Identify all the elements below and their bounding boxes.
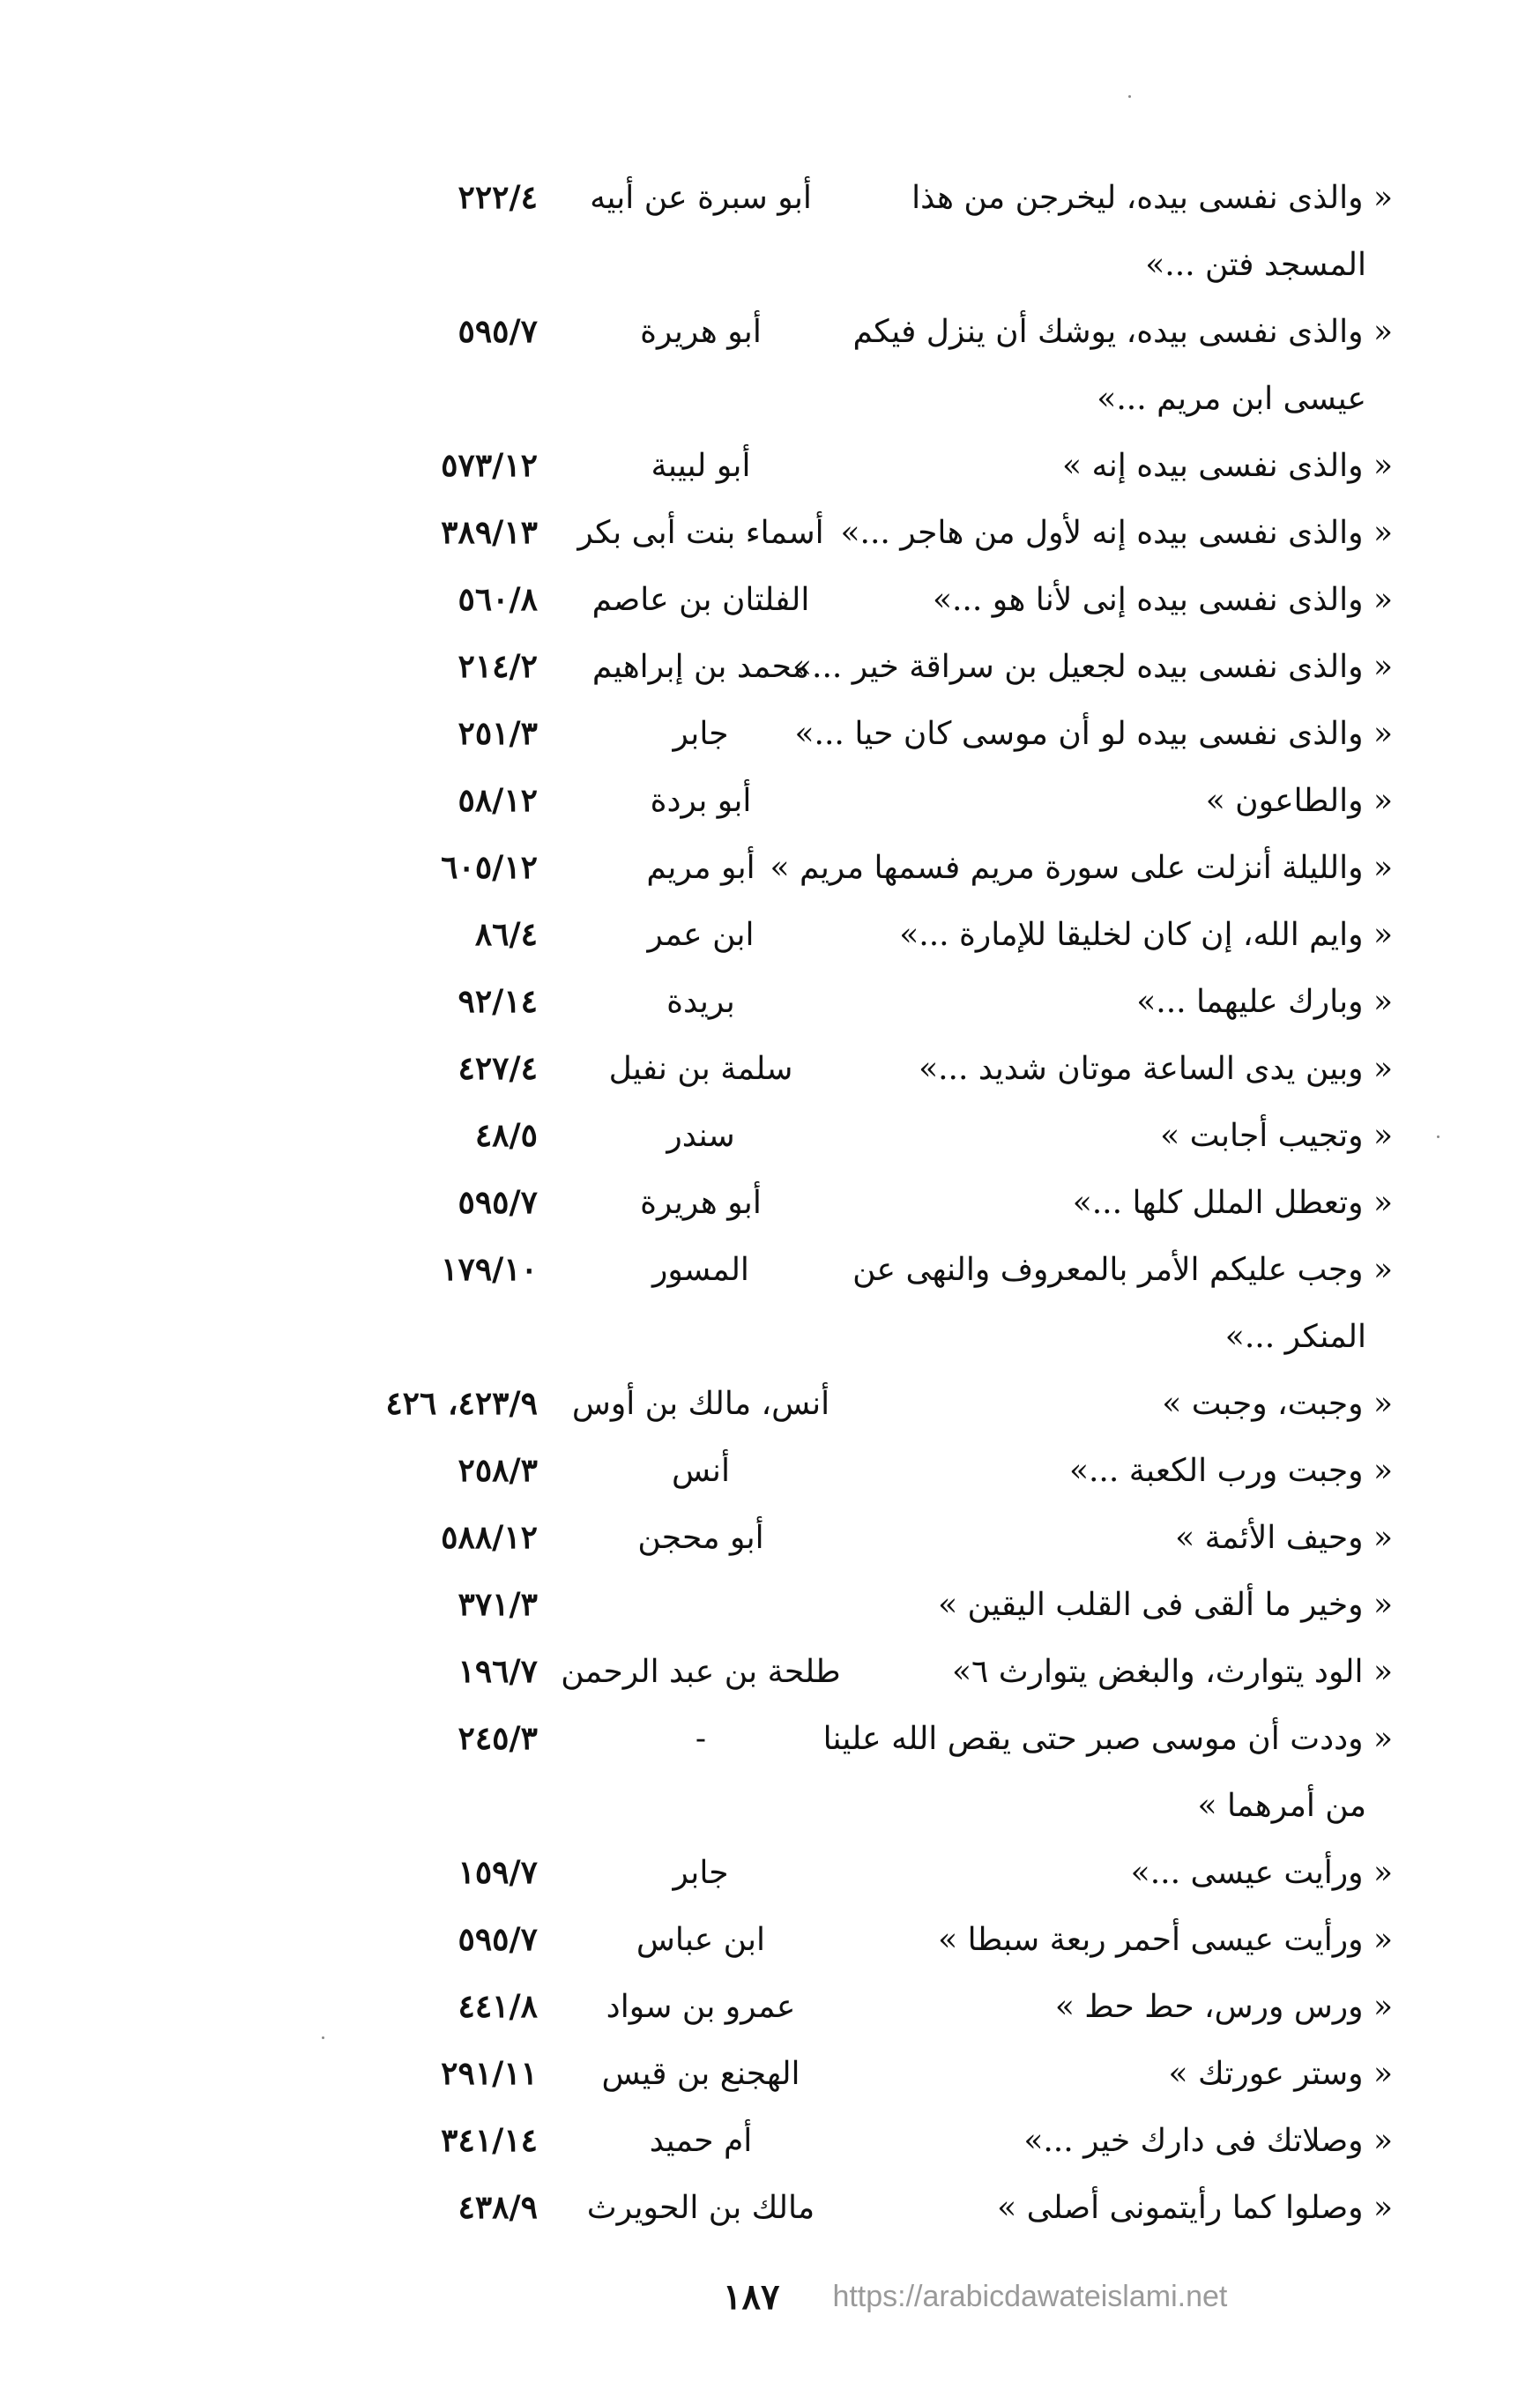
index-row [300,1705,1393,1772]
index-row [300,1973,1393,2040]
index-entry [300,298,1393,432]
volume-page-reference: ٥٨٨/١٢ [441,1519,538,1556]
index-row [300,566,1393,633]
narrator-name: جابر [673,715,729,752]
index-entry [300,1504,1393,1571]
index-entry [300,2107,1393,2174]
hadith-text: « وستر عورتك » [1168,2055,1393,2092]
volume-page-reference: ٨٦/٤ [474,916,538,953]
hadith-text: « وددت أن موسى صبر حتى يقص الله علينا [822,1720,1393,1757]
narrator-name: أسماء بنت أبى بكر [577,514,824,551]
index-entry [300,1973,1393,2040]
hadith-text-continued: عيسى ابن مريم ...» [1097,380,1366,417]
hadith-text: « وصلوا كما رأيتمونى أصلى » [997,2189,1393,2226]
volume-page-reference: ٤٢٧/٤ [458,1050,538,1087]
volume-page-reference: ٢٥١/٣ [458,715,538,752]
index-entry [300,700,1393,767]
index-row [300,2107,1393,2174]
index-row [300,298,1393,365]
narrator-name: أنس، مالك بن أوس [571,1385,830,1422]
hadith-index-table [300,164,1393,2241]
hadith-continuation-line [300,1772,1393,1839]
volume-page-reference: ٥٨/١٢ [458,782,538,819]
index-entry [300,1571,1393,1638]
hadith-continuation-line [300,365,1393,432]
index-row [300,968,1393,1035]
index-entry [300,767,1393,834]
hadith-text: « وتعطل الملل كلها ...» [1072,1184,1393,1221]
index-row [300,901,1393,968]
narrator-name: ابن عمر [647,916,755,953]
hadith-text: « وجب عليكم الأمر بالمعروف والنهى عن [852,1251,1393,1288]
index-row [300,1638,1393,1705]
volume-page-reference: ٢٢٢/٤ [458,179,538,216]
narrator-name: بريدة [666,983,735,1020]
index-row [300,2040,1393,2107]
index-row [300,767,1393,834]
index-entry [300,2174,1393,2241]
narrator-name: طلحة بن عبد الرحمن [561,1653,841,1690]
volume-page-reference: ٤٤١/٨ [458,1988,538,2025]
narrator-name: عمرو بن سواد [606,1988,796,2025]
index-row [300,1571,1393,1638]
narrator-name: أبو بردة [650,782,752,819]
hadith-text: « وجبت ورب الكعبة ...» [1068,1452,1393,1489]
hadith-text: « وخير ما ألقى فى القلب اليقين » [938,1586,1393,1623]
hadith-text: « وحيف الأئمة » [1175,1519,1393,1556]
hadith-text: « والذى نفسى بيده إنه لأول من هاجر ...» [840,514,1393,551]
index-row [300,2174,1393,2241]
volume-page-reference: ١٥٩/٧ [458,1854,538,1891]
index-entry [300,834,1393,901]
volume-page-reference: ٣٤١/١٤ [441,2122,538,2159]
hadith-text: « وصلاتك فى دارك خير ...» [1023,2122,1393,2159]
index-entry [300,566,1393,633]
index-row [300,1504,1393,1571]
volume-page-reference: ٥٩٥/٧ [458,1184,538,1221]
index-row [300,1035,1393,1102]
index-entry [300,901,1393,968]
narrator-name: أبو سبرة عن أبيه [590,179,812,216]
volume-page-reference: ٣٨٩/١٣ [441,514,538,551]
hadith-text: « والطاعون » [1205,782,1393,819]
hadith-text: « ورأيت عيسى ...» [1130,1854,1393,1891]
hadith-text: « والذى نفسى بيده لو أن موسى كان حيا ...» [794,715,1393,752]
hadith-text: « والذى نفسى بيده، ليخرجن من هذا [911,179,1393,216]
index-entry [300,1370,1393,1437]
page-number: ١٨٧ [723,2275,780,2318]
narrator-name: سلمة بن نفيل [608,1050,793,1087]
hadith-text: « وبين يدى الساعة موتان شديد ...» [919,1050,1393,1087]
index-entry [300,968,1393,1035]
index-row [300,1102,1393,1169]
narrator-name: مالك بن الحويرث [586,2189,815,2226]
hadith-text: « والذى نفسى بيده إنى لأنا هو ...» [932,581,1393,618]
narrator-name: سندر [666,1117,735,1154]
hadith-text: « وبارك عليهما ...» [1136,983,1393,1020]
index-row [300,1437,1393,1504]
volume-page-reference: ٦٠٥/١٢ [441,849,538,886]
narrator-name: - [695,1720,707,1757]
volume-page-reference: ٤٢٣/٩، ٤٢٦ [385,1385,538,1422]
narrator-name: ابن عباس [636,1921,766,1958]
volume-page-reference: ٩٢/١٤ [458,983,538,1020]
index-entry [300,1169,1393,1236]
volume-page-reference: ٢٩١/١١ [441,2055,538,2092]
hadith-text: « وتجيب أجابت » [1160,1117,1393,1154]
hadith-text: « والليلة أنزلت على سورة مريم فسمها مريم » [770,849,1393,886]
narrator-name: أم حميد [649,2122,753,2159]
index-entry [300,1035,1393,1102]
index-row [300,499,1393,566]
index-entry [300,1839,1393,1906]
narrator-name: الهجنع بن قيس [601,2055,800,2092]
speck [322,2036,324,2039]
hadith-text-continued: من أمرهما » [1197,1787,1366,1824]
index-entry [300,1236,1393,1370]
volume-page-reference: ١٩٦/٧ [458,1653,538,1690]
volume-page-reference: ٥٧٣/١٢ [441,447,538,484]
hadith-text: « الود يتوارث، والبغض يتوارث ٦» [951,1653,1393,1690]
narrator-name: المسور [652,1251,749,1288]
index-row [300,1236,1393,1303]
index-entry [300,164,1393,298]
narrator-name: أبو لبيبة [651,447,751,484]
volume-page-reference: ٢١٤/٢ [458,648,538,685]
index-entry [300,499,1393,566]
hadith-text: « ورس ورس، حط حط » [1054,1988,1393,2025]
hadith-continuation-line [300,231,1393,298]
index-row [300,432,1393,499]
narrator-name: أنس [672,1452,730,1489]
index-row [300,834,1393,901]
index-entry [300,1906,1393,1973]
index-entry [300,1705,1393,1839]
volume-page-reference: ٢٥٨/٣ [458,1452,538,1489]
volume-page-reference: ٣٧١/٣ [458,1586,538,1623]
hadith-text-continued: المنكر ...» [1224,1318,1366,1355]
page-footer [723,2270,1393,2323]
index-row [300,633,1393,700]
volume-page-reference: ٢٤٥/٣ [458,1720,538,1757]
narrator-name: الفلتان بن عاصم [591,581,810,618]
index-entry [300,432,1393,499]
hadith-text: « ورأيت عيسى أحمر ربعة سبطا » [938,1921,1393,1958]
narrator-name: أبو هريرة [640,1184,762,1221]
narrator-name: أبو مريم [646,849,755,886]
hadith-text: « والذى نفسى بيده، يوشك أن ينزل فيكم [852,313,1393,350]
watermark-url: https://arabicdawateislami.net [832,2279,1228,2313]
index-row [300,1839,1393,1906]
narrator-name: جابر [673,1854,729,1891]
narrator-name: أبو محجن [637,1519,764,1556]
volume-page-reference: ٥٩٥/٧ [458,1921,538,1958]
hadith-continuation-line [300,1303,1393,1370]
index-entry [300,1638,1393,1705]
hadith-text: « وايم الله، إن كان لخليقا للإمارة ...» [899,916,1393,953]
narrator-name: محمد بن إبراهيم [591,648,810,685]
index-row [300,1906,1393,1973]
index-entry [300,1102,1393,1169]
hadith-text: « والذى نفسى بيده إنه » [1061,447,1393,484]
volume-page-reference: ٤٨/٥ [474,1117,538,1154]
hadith-text-continued: المسجد فتن ...» [1145,246,1366,283]
volume-page-reference: ١٧٩/١٠ [441,1251,538,1288]
volume-page-reference: ٤٣٨/٩ [458,2189,538,2226]
index-entry [300,2040,1393,2107]
index-row [300,164,1393,231]
volume-page-reference: ٥٦٠/٨ [458,581,538,618]
speck [1128,95,1131,98]
index-row [300,700,1393,767]
index-row [300,1370,1393,1437]
volume-page-reference: ٥٩٥/٧ [458,313,538,350]
hadith-text: « والذى نفسى بيده لجعيل بن سراقة خير ...» [792,648,1393,685]
index-row [300,1169,1393,1236]
speck [1437,1135,1440,1138]
hadith-text: « وجبت، وجبت » [1162,1385,1393,1422]
narrator-name: أبو هريرة [640,313,762,350]
index-entry [300,1437,1393,1504]
index-entry [300,633,1393,700]
